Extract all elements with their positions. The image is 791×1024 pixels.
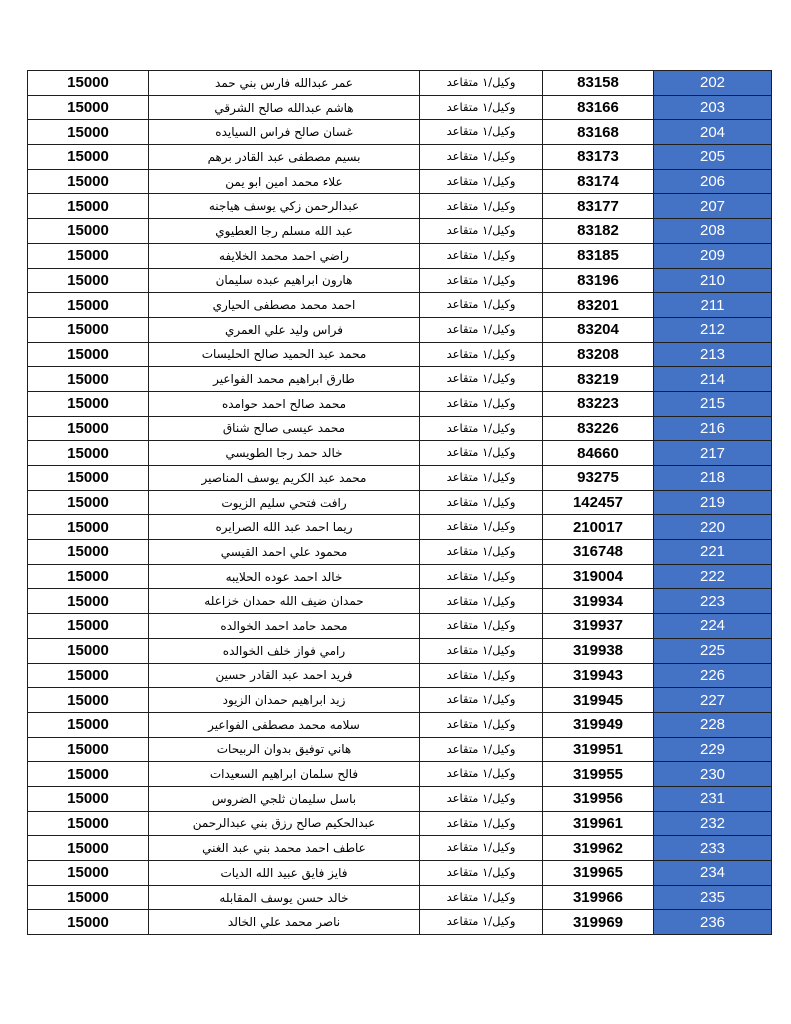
rank-cell: وكيل/١ متقاعد [420, 861, 543, 886]
amount-cell: 15000 [28, 737, 149, 762]
serial-number-cell: 232 [654, 811, 772, 836]
table-row [28, 811, 772, 836]
rank-cell: وكيل/١ متقاعد [420, 737, 543, 762]
military-number-cell: 83182 [543, 219, 654, 244]
amount-cell: 15000 [28, 811, 149, 836]
amount-cell: 15000 [28, 638, 149, 663]
rank-cell: وكيل/١ متقاعد [420, 786, 543, 811]
amount-cell: 15000 [28, 194, 149, 219]
amount-cell: 15000 [28, 293, 149, 318]
table-row [28, 762, 772, 787]
serial-number-cell: 216 [654, 416, 772, 441]
amount-cell: 15000 [28, 441, 149, 466]
serial-number-cell: 223 [654, 589, 772, 614]
military-number-cell: 319965 [543, 861, 654, 886]
serial-number-cell: 225 [654, 638, 772, 663]
table-row [28, 243, 772, 268]
name-cell: محمد عيسى صالح شناق [149, 416, 420, 441]
military-number-cell: 319004 [543, 564, 654, 589]
rank-cell: وكيل/١ متقاعد [420, 811, 543, 836]
table-row [28, 317, 772, 342]
amount-cell: 15000 [28, 885, 149, 910]
rank-cell: وكيل/١ متقاعد [420, 910, 543, 935]
military-number-cell: 83201 [543, 293, 654, 318]
serial-number-cell: 221 [654, 540, 772, 565]
rank-cell: وكيل/١ متقاعد [420, 145, 543, 170]
table-row [28, 638, 772, 663]
military-number-cell: 319949 [543, 712, 654, 737]
rank-cell: وكيل/١ متقاعد [420, 367, 543, 392]
table-row [28, 515, 772, 540]
serial-number-cell: 229 [654, 737, 772, 762]
amount-cell: 15000 [28, 762, 149, 787]
name-cell: خالد حسن يوسف المقابله [149, 885, 420, 910]
rank-cell: وكيل/١ متقاعد [420, 416, 543, 441]
military-number-cell: 142457 [543, 490, 654, 515]
military-number-cell: 319962 [543, 836, 654, 861]
serial-number-cell: 224 [654, 614, 772, 639]
amount-cell: 15000 [28, 515, 149, 540]
serial-number-cell: 234 [654, 861, 772, 886]
amount-cell: 15000 [28, 367, 149, 392]
rank-cell: وكيل/١ متقاعد [420, 466, 543, 491]
table-row [28, 836, 772, 861]
military-number-cell: 83173 [543, 145, 654, 170]
serial-number-cell: 231 [654, 786, 772, 811]
name-cell: عبد الله مسلم رجا العطيوي [149, 219, 420, 244]
table-row [28, 466, 772, 491]
amount-cell: 15000 [28, 243, 149, 268]
name-cell: محمد صالح احمد حوامده [149, 391, 420, 416]
amount-cell: 15000 [28, 564, 149, 589]
table-body [28, 71, 772, 935]
military-number-cell: 319951 [543, 737, 654, 762]
military-number-cell: 319955 [543, 762, 654, 787]
table-row [28, 490, 772, 515]
name-cell: هاشم عبدالله صالح الشرقي [149, 95, 420, 120]
table-row [28, 589, 772, 614]
serial-number-cell: 203 [654, 95, 772, 120]
military-number-cell: 319956 [543, 786, 654, 811]
name-cell: عاطف احمد محمد بني عبد الغني [149, 836, 420, 861]
name-cell: علاء محمد امين ابو يمن [149, 169, 420, 194]
serial-number-cell: 202 [654, 71, 772, 96]
military-number-cell: 319934 [543, 589, 654, 614]
amount-cell: 15000 [28, 342, 149, 367]
military-number-cell: 83204 [543, 317, 654, 342]
rank-cell: وكيل/١ متقاعد [420, 762, 543, 787]
table-row [28, 145, 772, 170]
amount-cell: 15000 [28, 219, 149, 244]
amount-cell: 15000 [28, 836, 149, 861]
amount-cell: 15000 [28, 416, 149, 441]
military-number-cell: 83158 [543, 71, 654, 96]
table-row [28, 910, 772, 935]
rank-cell: وكيل/١ متقاعد [420, 342, 543, 367]
military-number-cell: 319945 [543, 688, 654, 713]
military-number-cell: 83185 [543, 243, 654, 268]
serial-number-cell: 228 [654, 712, 772, 737]
table-row [28, 688, 772, 713]
serial-number-cell: 227 [654, 688, 772, 713]
rank-cell: وكيل/١ متقاعد [420, 120, 543, 145]
rank-cell: وكيل/١ متقاعد [420, 836, 543, 861]
serial-number-cell: 211 [654, 293, 772, 318]
name-cell: خالد احمد عوده الحلايبه [149, 564, 420, 589]
table-row [28, 293, 772, 318]
serial-number-cell: 226 [654, 663, 772, 688]
name-cell: باسل سليمان ثلجي الضروس [149, 786, 420, 811]
name-cell: رامي فواز خلف الخوالده [149, 638, 420, 663]
name-cell: رافت فتحي سليم الزيوت [149, 490, 420, 515]
military-number-cell: 83223 [543, 391, 654, 416]
name-cell: ريما احمد عبد الله الصرايره [149, 515, 420, 540]
military-number-cell: 83168 [543, 120, 654, 145]
military-number-cell: 83226 [543, 416, 654, 441]
military-number-cell: 83177 [543, 194, 654, 219]
serial-number-cell: 233 [654, 836, 772, 861]
military-number-cell: 319943 [543, 663, 654, 688]
beneficiaries-table [27, 70, 772, 935]
serial-number-cell: 217 [654, 441, 772, 466]
rank-cell: وكيل/١ متقاعد [420, 219, 543, 244]
military-number-cell: 83166 [543, 95, 654, 120]
table-row [28, 416, 772, 441]
serial-number-cell: 214 [654, 367, 772, 392]
name-cell: طارق ابراهيم محمد الفواعير [149, 367, 420, 392]
amount-cell: 15000 [28, 540, 149, 565]
amount-cell: 15000 [28, 317, 149, 342]
name-cell: خالد حمد رجا الطويسي [149, 441, 420, 466]
amount-cell: 15000 [28, 861, 149, 886]
table-row [28, 194, 772, 219]
military-number-cell: 83196 [543, 268, 654, 293]
table-row [28, 861, 772, 886]
amount-cell: 15000 [28, 490, 149, 515]
table-row [28, 120, 772, 145]
rank-cell: وكيل/١ متقاعد [420, 663, 543, 688]
amount-cell: 15000 [28, 712, 149, 737]
table-row [28, 391, 772, 416]
rank-cell: وكيل/١ متقاعد [420, 268, 543, 293]
rank-cell: وكيل/١ متقاعد [420, 243, 543, 268]
serial-number-cell: 212 [654, 317, 772, 342]
serial-number-cell: 209 [654, 243, 772, 268]
table-row [28, 367, 772, 392]
serial-number-cell: 210 [654, 268, 772, 293]
serial-number-cell: 236 [654, 910, 772, 935]
rank-cell: وكيل/١ متقاعد [420, 391, 543, 416]
name-cell: حمدان ضيف الله حمدان خزاعله [149, 589, 420, 614]
rank-cell: وكيل/١ متقاعد [420, 564, 543, 589]
serial-number-cell: 218 [654, 466, 772, 491]
table-row [28, 885, 772, 910]
amount-cell: 15000 [28, 95, 149, 120]
table-row [28, 268, 772, 293]
serial-number-cell: 220 [654, 515, 772, 540]
name-cell: فريد احمد عبد القادر حسين [149, 663, 420, 688]
serial-number-cell: 208 [654, 219, 772, 244]
amount-cell: 15000 [28, 391, 149, 416]
name-cell: محمد حامد احمد الخوالده [149, 614, 420, 639]
military-number-cell: 210017 [543, 515, 654, 540]
military-number-cell: 93275 [543, 466, 654, 491]
rank-cell: وكيل/١ متقاعد [420, 688, 543, 713]
rank-cell: وكيل/١ متقاعد [420, 293, 543, 318]
serial-number-cell: 213 [654, 342, 772, 367]
rank-cell: وكيل/١ متقاعد [420, 515, 543, 540]
table-row [28, 169, 772, 194]
name-cell: فالح سلمان ابراهيم السعيدات [149, 762, 420, 787]
name-cell: بسيم مصطفى عبد القادر برهم [149, 145, 420, 170]
rank-cell: وكيل/١ متقاعد [420, 71, 543, 96]
rank-cell: وكيل/١ متقاعد [420, 169, 543, 194]
name-cell: غسان صالح فراس السيايده [149, 120, 420, 145]
table-row [28, 540, 772, 565]
table-row [28, 663, 772, 688]
military-number-cell: 84660 [543, 441, 654, 466]
rank-cell: وكيل/١ متقاعد [420, 95, 543, 120]
serial-number-cell: 207 [654, 194, 772, 219]
amount-cell: 15000 [28, 589, 149, 614]
name-cell: فراس وليد علي العمري [149, 317, 420, 342]
military-number-cell: 319961 [543, 811, 654, 836]
rank-cell: وكيل/١ متقاعد [420, 441, 543, 466]
rank-cell: وكيل/١ متقاعد [420, 614, 543, 639]
name-cell: هارون ابراهيم عبده سليمان [149, 268, 420, 293]
name-cell: محمد عبد الكريم يوسف المناصير [149, 466, 420, 491]
name-cell: زيد ابراهيم حمدان الزيود [149, 688, 420, 713]
rank-cell: وكيل/١ متقاعد [420, 490, 543, 515]
amount-cell: 15000 [28, 663, 149, 688]
name-cell: احمد محمد مصطفى الحياري [149, 293, 420, 318]
name-cell: عمر عبدالله فارس بني حمد [149, 71, 420, 96]
name-cell: محمود علي احمد القيسي [149, 540, 420, 565]
name-cell: عبدالرحمن زكي يوسف هياجنه [149, 194, 420, 219]
name-cell: عبدالحكيم صالح رزق بني عبدالرحمن [149, 811, 420, 836]
name-cell: راضي احمد محمد الخلايفه [149, 243, 420, 268]
table-row [28, 219, 772, 244]
military-number-cell: 319937 [543, 614, 654, 639]
serial-number-cell: 206 [654, 169, 772, 194]
serial-number-cell: 219 [654, 490, 772, 515]
amount-cell: 15000 [28, 786, 149, 811]
rank-cell: وكيل/١ متقاعد [420, 638, 543, 663]
rank-cell: وكيل/١ متقاعد [420, 712, 543, 737]
table-row [28, 614, 772, 639]
serial-number-cell: 230 [654, 762, 772, 787]
amount-cell: 15000 [28, 169, 149, 194]
name-cell: هاني توفيق بدوان الربيحات [149, 737, 420, 762]
serial-number-cell: 215 [654, 391, 772, 416]
name-cell: ناصر محمد علي الخالد [149, 910, 420, 935]
serial-number-cell: 204 [654, 120, 772, 145]
military-number-cell: 319966 [543, 885, 654, 910]
name-cell: فايز فايق عبيد الله الديات [149, 861, 420, 886]
military-number-cell: 83219 [543, 367, 654, 392]
serial-number-cell: 205 [654, 145, 772, 170]
military-number-cell: 83174 [543, 169, 654, 194]
rank-cell: وكيل/١ متقاعد [420, 885, 543, 910]
table-row [28, 95, 772, 120]
amount-cell: 15000 [28, 688, 149, 713]
table-row [28, 441, 772, 466]
name-cell: سلامه محمد مصطفى الفواعير [149, 712, 420, 737]
military-number-cell: 319938 [543, 638, 654, 663]
table-row [28, 564, 772, 589]
table-row [28, 71, 772, 96]
table-row [28, 786, 772, 811]
amount-cell: 15000 [28, 910, 149, 935]
serial-number-cell: 222 [654, 564, 772, 589]
amount-cell: 15000 [28, 466, 149, 491]
name-cell: محمد عبد الحميد صالح الحليسات [149, 342, 420, 367]
military-number-cell: 316748 [543, 540, 654, 565]
military-number-cell: 83208 [543, 342, 654, 367]
table-row [28, 712, 772, 737]
table-row [28, 737, 772, 762]
table-row [28, 342, 772, 367]
amount-cell: 15000 [28, 614, 149, 639]
amount-cell: 15000 [28, 120, 149, 145]
amount-cell: 15000 [28, 268, 149, 293]
rank-cell: وكيل/١ متقاعد [420, 540, 543, 565]
rank-cell: وكيل/١ متقاعد [420, 589, 543, 614]
military-number-cell: 319969 [543, 910, 654, 935]
rank-cell: وكيل/١ متقاعد [420, 317, 543, 342]
rank-cell: وكيل/١ متقاعد [420, 194, 543, 219]
amount-cell: 15000 [28, 145, 149, 170]
amount-cell: 15000 [28, 71, 149, 96]
serial-number-cell: 235 [654, 885, 772, 910]
